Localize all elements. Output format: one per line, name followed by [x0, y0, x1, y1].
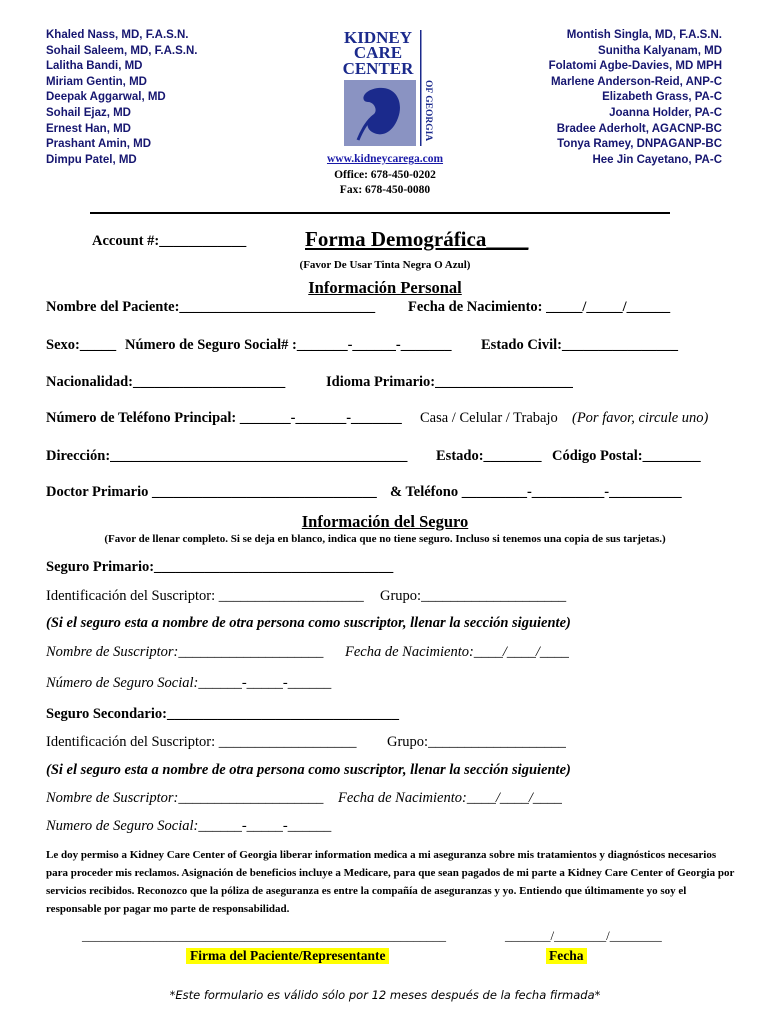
website-link[interactable]: www.kidneycarega.com: [326, 153, 444, 165]
subscriber-dob-field-2[interactable]: Fecha de Nacimiento:____/____/____: [338, 790, 562, 806]
doctor-name: Elizabeth Grass, PA-C: [602, 91, 722, 104]
phone-field[interactable]: Número de Teléfono Principal: _______-_______-_______: [46, 410, 402, 426]
secondary-insurance-field[interactable]: Seguro Secondario:________________________________: [46, 706, 399, 722]
subscriber-section-note-1: (Si el seguro esta a nombre de otra persona como suscriptor, llenar la sección siguiente): [46, 615, 571, 631]
subscriber-name-field-1[interactable]: Nombre de Suscriptor:____________________: [46, 644, 324, 660]
insurance-note: (Favor de llenar completo. Si se deja en blanco, indica que no tiene seguro. Incluso si tenemos una copia de sus tarjetas.): [104, 533, 666, 545]
doctor-name: Dimpu Patel, MD: [46, 153, 137, 166]
group-field-2[interactable]: Grupo:___________________: [387, 734, 566, 750]
ssn-field[interactable]: Número de Seguro Social# :_______-______-_______: [125, 337, 452, 353]
primary-insurance-field[interactable]: Seguro Primario:_________________________________: [46, 559, 394, 575]
group-field-1[interactable]: Grupo:____________________: [380, 588, 567, 604]
contact-block: [280, 152, 490, 199]
date-label: Fecha: [546, 948, 587, 964]
doctors-list-right: [549, 28, 722, 168]
doctor-name: Folatomi Agbe-Davies, MD MPH: [548, 60, 722, 73]
header-divider: [90, 212, 670, 214]
date-line[interactable]: _______/________/________: [505, 928, 662, 943]
doctor-name: Tonya Ramey, DNPAGANP-BC: [557, 138, 722, 151]
doctor-name: Marlene Anderson-Reid, ANP-C: [550, 75, 722, 88]
logo-text-line1: KIDNEY: [343, 28, 413, 47]
office-phone: Office: 678-450-0202: [334, 168, 436, 181]
doctor-name: Bradee Aderholt, AGACNP-BC: [556, 122, 722, 135]
account-number-field[interactable]: Account #:____________: [92, 233, 247, 249]
subscriber-ssn-field-2[interactable]: Numero de Seguro Social:______-_____-______: [46, 818, 332, 834]
logo-text-line3: CENTER: [342, 59, 414, 78]
patient-name-field[interactable]: Nombre del Paciente:___________________________: [46, 299, 376, 315]
fax-number: Fax: 678-450-0080: [339, 184, 431, 196]
subscriber-id-field-1[interactable]: Identificación del Suscriptor: ____________________: [46, 588, 364, 604]
sex-field[interactable]: Sexo:_____: [46, 337, 117, 353]
doctor-name: Khaled Nass, MD, F.A.S.N.: [46, 29, 189, 41]
subscriber-ssn-field-1[interactable]: Número de Seguro Social:______-_____-______: [46, 675, 332, 691]
doctor-name: Lalitha Bandi, MD: [46, 60, 143, 73]
doctor-name: Montish Singla, MD, F.A.S.N.: [566, 29, 722, 41]
consent-paragraph: Le doy permiso a Kidney Care Center of Georgia liberar information medica a mi aseguranza sobre mis tratamientos y diagnósticos necesarios para proceder mis reclamos. Asignación de beneficios incluye a Medicare, para que sean pagados de mi parte a Kidney Care Center of Georgia por servicios recibidos. Reconozco que la póliza de aseguranza es entre la compañía de aseguranzas y yo. Entiendo que últimamente yo soy el responsable por pagar mo parte de responsabilidad.: [46, 849, 735, 915]
subscriber-dob-field-1[interactable]: Fecha de Nacimiento:____/____/____: [345, 644, 569, 660]
logo-text-line2: CARE: [353, 43, 403, 62]
state-field[interactable]: Estado:________: [436, 448, 542, 464]
primary-doctor-field[interactable]: Doctor Primario _______________________________: [46, 484, 377, 500]
doctor-name: Ernest Han, MD: [46, 122, 131, 135]
subscriber-section-note-2: (Si el seguro esta a nombre de otra persona como suscriptor, llenar la sección siguiente): [46, 762, 571, 778]
doctor-name: Sohail Ejaz, MD: [46, 106, 131, 119]
kidney-care-center-logo: [338, 28, 433, 150]
date-of-birth-field[interactable]: Fecha de Nacimiento: _____/_____/______: [408, 299, 671, 315]
doctors-list-left: [46, 28, 197, 168]
subscriber-name-field-2[interactable]: Nombre de Suscriptor:____________________: [46, 790, 324, 806]
zip-code-field[interactable]: Código Postal:________: [552, 448, 701, 464]
phone-type-options[interactable]: Casa / Celular / Trabajo: [420, 410, 558, 426]
doctor-name: Deepak Aggarwal, MD: [46, 91, 166, 104]
doctor-name: Joanna Holder, PA-C: [609, 106, 722, 119]
doctor-name: Miriam Gentin, MD: [46, 75, 147, 88]
doctor-name: Hee Jin Cayetano, PA-C: [592, 153, 722, 166]
form-title: Forma Demográfica____: [305, 227, 529, 251]
nationality-field[interactable]: Nacionalidad:_____________________: [46, 374, 286, 390]
doctor-name: Prashant Amin, MD: [46, 138, 152, 151]
primary-language-field[interactable]: Idioma Primario:___________________: [326, 374, 573, 390]
personal-info-heading: Información Personal: [308, 278, 462, 297]
subscriber-id-field-2[interactable]: Identificación del Suscriptor: ___________________: [46, 734, 357, 750]
marital-status-field[interactable]: Estado Civil:________________: [481, 337, 678, 353]
ink-instruction: (Favor De Usar Tinta Negra O Azul): [299, 259, 471, 271]
logo-graphic: [338, 28, 433, 150]
insurance-heading: Información del Seguro: [301, 512, 469, 531]
signature-label: Firma del Paciente/Representante: [186, 948, 389, 964]
signature-line[interactable]: ________________________________________________________: [82, 928, 446, 943]
doctor-name: Sunitha Kalyanam, MD: [598, 44, 722, 57]
phone-type-note: (Por favor, circule uno): [572, 410, 709, 426]
doctor-phone-field[interactable]: & Teléfono _________-__________-__________: [390, 484, 682, 500]
validity-footnote: *Este formulario es válido sólo por 12 meses después de la fecha firmada*: [169, 988, 601, 1002]
logo-vertical-text: OF GEORGIA: [423, 80, 433, 142]
address-field[interactable]: Dirección:_________________________________________: [46, 448, 408, 464]
doctor-name: Sohail Saleem, MD, F.A.S.N.: [46, 44, 198, 57]
